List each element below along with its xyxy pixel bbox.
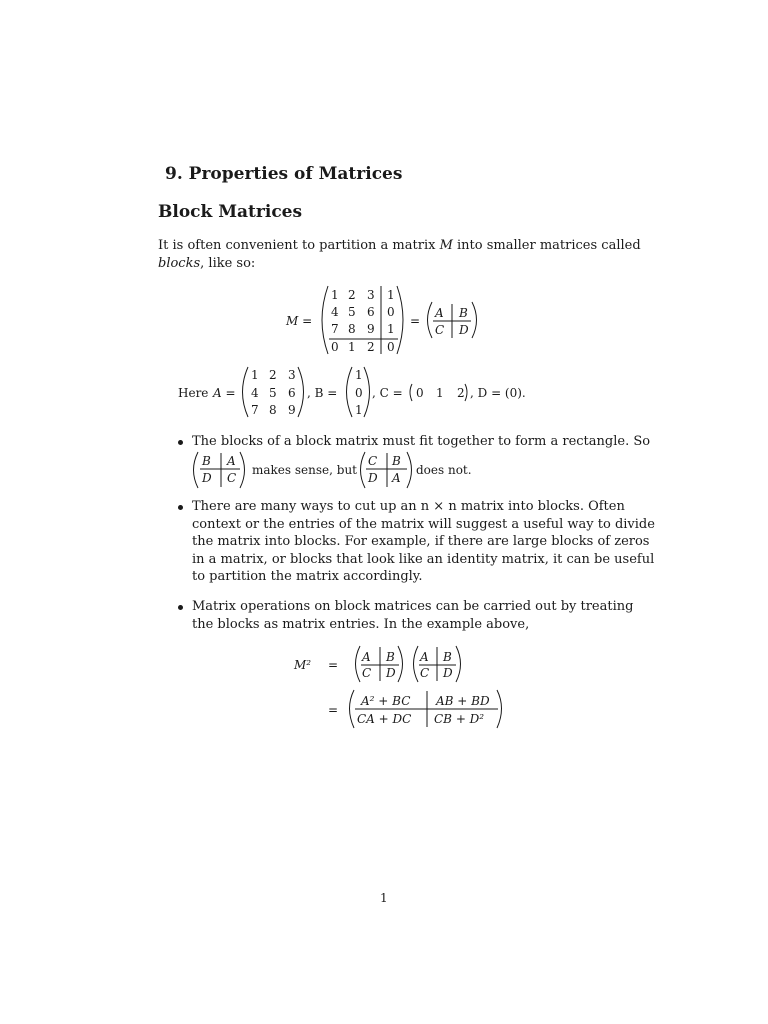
block-label: B bbox=[202, 454, 211, 468]
matrix-entry: 7 bbox=[251, 403, 259, 417]
svg-text:, B =: , B = bbox=[307, 386, 338, 400]
right-paren bbox=[397, 286, 403, 354]
svg-text:=: = bbox=[328, 703, 339, 717]
right-paren bbox=[407, 452, 412, 488]
matrix-entry: 0 bbox=[355, 386, 363, 400]
block-label: A bbox=[435, 306, 444, 320]
block-label: C bbox=[435, 323, 445, 337]
left-paren bbox=[428, 302, 433, 338]
left-paren bbox=[322, 286, 328, 354]
block-label: D bbox=[443, 666, 453, 680]
matrix-m-equation bbox=[280, 282, 490, 358]
matrix-entry: 1 bbox=[251, 368, 259, 382]
right-paren bbox=[456, 646, 461, 682]
here-definitions bbox=[176, 364, 556, 420]
matrix-entry: 1 bbox=[355, 368, 363, 382]
matrix-entry: 0 bbox=[331, 340, 339, 354]
matrix-entry: 1 bbox=[436, 386, 444, 400]
left-paren bbox=[243, 367, 249, 417]
bullet-1-examples bbox=[190, 450, 490, 490]
matrix-entry: 4 bbox=[331, 305, 339, 319]
matrix-entry: 0 bbox=[387, 305, 395, 319]
matrix-entry: 2 bbox=[367, 340, 375, 354]
block-label: A bbox=[420, 650, 429, 664]
left-paren bbox=[194, 452, 199, 488]
block-label: B bbox=[459, 306, 468, 320]
block-label: A bbox=[392, 471, 401, 485]
matrix-entry: 2 bbox=[348, 288, 356, 302]
left-paren bbox=[410, 384, 412, 401]
right-paren bbox=[472, 302, 477, 338]
svg-text:does not.: does not. bbox=[416, 463, 472, 477]
bullet-1-text: The blocks of a block matrix must fit together to form a rectangle. So bbox=[192, 434, 651, 449]
left-paren bbox=[356, 646, 361, 682]
matrix-entry: 1 bbox=[331, 288, 339, 302]
block-label: B bbox=[443, 650, 452, 664]
block-label: C bbox=[227, 471, 237, 485]
bullet-2-text: There are many ways to cut up an n × n matrix into blocks. Often context or the entries of the matrix will suggest a useful way to divide the matrix into blocks. For example, if there are large blocks of zeros in a matrix, or blocks that look like an identity matrix, it can be useful to partition the matrix accordingly. bbox=[192, 499, 655, 584]
matrix-entry: 1 bbox=[387, 322, 395, 336]
matrix-entry: 9 bbox=[288, 403, 296, 417]
matrix-m-entries bbox=[331, 288, 395, 354]
block-entry: CB + D² bbox=[434, 712, 485, 726]
matrix-entry: 6 bbox=[288, 386, 296, 400]
matrix-entry: 6 bbox=[367, 305, 375, 319]
block-label: C bbox=[420, 666, 430, 680]
block-entry: CA + DC bbox=[357, 712, 412, 726]
svg-text:M²: M² bbox=[294, 658, 312, 672]
matrix-entry: 0 bbox=[416, 386, 424, 400]
block-label: D bbox=[386, 666, 396, 680]
right-paren bbox=[240, 452, 245, 488]
matrix-entry: 1 bbox=[355, 403, 363, 417]
matrix-entry: 1 bbox=[387, 288, 395, 302]
svg-text:, C =: , C = bbox=[372, 386, 403, 400]
bullet-marker bbox=[178, 605, 183, 610]
matrix-entry: 0 bbox=[387, 340, 395, 354]
matrix-entry: 9 bbox=[367, 322, 375, 336]
block-label: C bbox=[368, 454, 378, 468]
m-squared-equation bbox=[290, 644, 520, 730]
matrix-entry: 5 bbox=[348, 305, 356, 319]
block-label: B bbox=[386, 650, 395, 664]
svg-text:, D = (0).: , D = (0). bbox=[470, 386, 526, 400]
block-label: A bbox=[227, 454, 236, 468]
matrix-entry: 7 bbox=[331, 322, 339, 336]
matrix-entry: 8 bbox=[348, 322, 356, 336]
matrix-entry: 2 bbox=[457, 386, 465, 400]
block-label: D bbox=[202, 471, 212, 485]
svg-text:=: = bbox=[410, 314, 421, 328]
matrix-entry: 3 bbox=[367, 288, 375, 302]
bullet-3-text: Matrix operations on block matrices can be carried out by treating the blocks as matrix entries. In the example above, bbox=[192, 599, 634, 632]
intro-paragraph: It is often convenient to partition a matrix M into smaller matrices called blocks, like so: bbox=[158, 238, 641, 271]
block-label: B bbox=[392, 454, 401, 468]
block-label: D bbox=[459, 323, 469, 337]
left-paren bbox=[414, 646, 419, 682]
matrix-entry: 5 bbox=[269, 386, 277, 400]
matrix-entry: 1 bbox=[348, 340, 356, 354]
block-label: A bbox=[362, 650, 371, 664]
matrix-entry: 8 bbox=[269, 403, 277, 417]
left-paren bbox=[361, 452, 366, 488]
block-label: D bbox=[368, 471, 378, 485]
matrix-entry: 4 bbox=[251, 386, 259, 400]
svg-text:A =: A = bbox=[213, 386, 236, 400]
svg-text:Here: Here bbox=[178, 386, 209, 400]
matrix-entry: 3 bbox=[288, 368, 296, 382]
right-paren bbox=[298, 367, 304, 417]
svg-text:=: = bbox=[328, 658, 339, 672]
block-entry: AB + BD bbox=[436, 694, 490, 708]
page-number: 1 bbox=[380, 891, 388, 905]
right-paren bbox=[398, 646, 403, 682]
right-paren bbox=[364, 367, 370, 417]
subsection-title: Block Matrices bbox=[158, 202, 303, 222]
bullet-marker bbox=[178, 440, 183, 445]
matrix-entry: 2 bbox=[269, 368, 277, 382]
bullet-marker bbox=[178, 505, 183, 510]
left-paren bbox=[347, 367, 353, 417]
block-entry: A² + BC bbox=[361, 694, 411, 708]
block-label: C bbox=[362, 666, 372, 680]
svg-text:makes sense, but: makes sense, but bbox=[252, 463, 357, 477]
left-paren bbox=[350, 690, 355, 728]
svg-text:M =: M = bbox=[286, 314, 313, 328]
section-title: 9. Properties of Matrices bbox=[165, 164, 403, 184]
right-paren bbox=[465, 384, 467, 401]
